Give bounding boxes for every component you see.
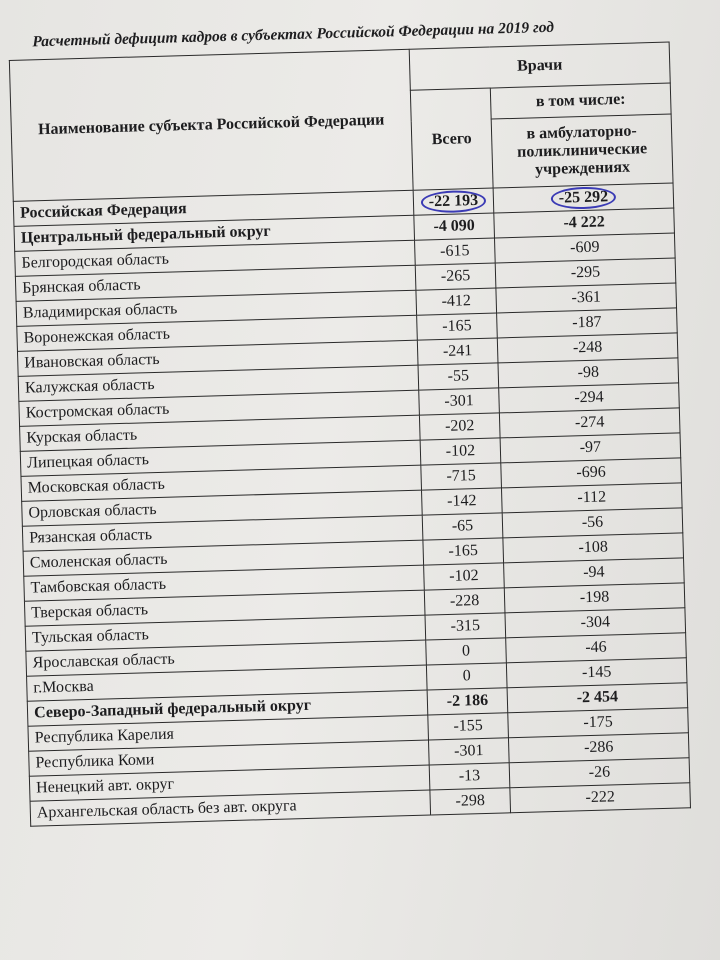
ambulatory-cell-text: -274 xyxy=(574,413,605,432)
document-title: Расчетный дефицит кадров в субъектах Российской Федерации на 2019 год xyxy=(32,18,555,51)
ambulatory-cell-text: -222 xyxy=(585,788,616,807)
total-cell-text: -298 xyxy=(455,791,486,810)
ambulatory-cell-text: -295 xyxy=(570,263,601,282)
total-cell xyxy=(423,538,504,565)
subject-name-cell-text: Владимирская область xyxy=(22,300,178,322)
subject-name-cell-text: Тульская область xyxy=(31,626,150,647)
total-cell-text: -412 xyxy=(441,292,472,310)
ambulatory-cell-text: -187 xyxy=(572,313,602,332)
total-cell xyxy=(415,263,496,290)
total-cell xyxy=(429,763,510,790)
subject-name-cell-text: Российская Федерация xyxy=(19,200,187,222)
total-cell-text: -102 xyxy=(449,567,479,585)
ambulatory-cell xyxy=(510,783,691,813)
total-cell xyxy=(415,238,496,265)
total-cell xyxy=(419,388,500,415)
subject-name-cell-text: Республика Карелия xyxy=(34,725,175,747)
subject-name-cell-text: Ненецкий авт. округ xyxy=(35,775,175,797)
subject-name-cell-text: г.Москва xyxy=(33,677,94,697)
total-cell-text: -202 xyxy=(444,417,475,435)
total-cell xyxy=(428,738,509,765)
ambulatory-cell-text: -46 xyxy=(585,638,607,657)
ambulatory-cell-text: -145 xyxy=(581,663,612,682)
ambulatory-cell-text: -248 xyxy=(572,338,603,357)
ambulatory-cell-text: -198 xyxy=(579,588,610,607)
subject-name-cell-text: Ивановская область xyxy=(24,350,160,372)
ambulatory-cell-text: -26 xyxy=(588,763,611,782)
subject-name-cell-text: Московская область xyxy=(27,475,166,497)
total-cell xyxy=(419,413,500,440)
subject-name-cell-text: Курская область xyxy=(26,426,138,447)
document-page xyxy=(8,11,702,826)
total-cell-text: -301 xyxy=(453,742,484,760)
total-cell xyxy=(416,288,497,315)
total-cell-text: -228 xyxy=(449,592,480,610)
total-cell-text: -22 193 xyxy=(420,190,486,214)
header-including: в том числе: xyxy=(490,83,671,119)
subject-name-cell-text: Орловская область xyxy=(28,501,157,522)
total-cell-text: -142 xyxy=(446,492,477,510)
subject-name-cell-text: Брянская область xyxy=(21,276,141,297)
total-cell-text: -265 xyxy=(440,267,471,286)
subject-name-cell-text: Смоленская область xyxy=(29,550,168,572)
total-cell xyxy=(421,463,502,490)
total-cell xyxy=(413,188,494,215)
total-cell xyxy=(414,213,495,240)
ambulatory-cell-text: -94 xyxy=(582,563,605,582)
total-cell-text: -165 xyxy=(442,317,472,335)
deficit-table xyxy=(9,42,691,827)
total-cell-text: -2 186 xyxy=(446,691,489,711)
ambulatory-cell-text: -294 xyxy=(574,388,604,407)
total-cell-text: -301 xyxy=(444,392,474,410)
total-cell xyxy=(417,313,498,340)
ambulatory-cell-text: -25 292 xyxy=(550,186,616,210)
ambulatory-cell-text: -609 xyxy=(569,238,600,257)
total-cell-text: -4 090 xyxy=(433,217,476,236)
total-cell xyxy=(422,488,503,515)
ambulatory-cell-text: -304 xyxy=(580,613,611,632)
ambulatory-cell-text: -56 xyxy=(581,513,604,532)
subject-name-cell-text: Калужская область xyxy=(24,376,155,397)
total-cell xyxy=(418,363,499,390)
header-subject-name: Наименование субъекта Российской Федерации xyxy=(9,49,413,201)
subject-name-cell-text: Костромская область xyxy=(25,400,170,422)
total-cell-text: -55 xyxy=(447,367,470,385)
ambulatory-cell-text: -97 xyxy=(579,438,602,457)
header-doctors: Врачи xyxy=(409,42,670,90)
total-cell-text: -102 xyxy=(445,442,476,460)
total-cell xyxy=(424,563,505,590)
ambulatory-cell-text: -108 xyxy=(578,538,609,557)
total-cell-text: -315 xyxy=(450,617,481,635)
total-cell xyxy=(417,338,498,365)
total-cell-text: 0 xyxy=(462,667,471,685)
total-cell-text: -13 xyxy=(458,767,481,785)
ambulatory-cell-text: -286 xyxy=(583,738,614,757)
total-cell xyxy=(426,638,507,665)
subject-name-cell-text: Ярославская область xyxy=(32,650,175,672)
ambulatory-cell-text: -98 xyxy=(577,363,600,382)
subject-name-cell-text: Тверская область xyxy=(31,601,149,622)
subject-name-cell-text: Тамбовская область xyxy=(30,575,167,597)
total-cell-text: -615 xyxy=(439,242,470,261)
subject-name-cell-text: Центральный федеральный округ xyxy=(20,222,271,247)
subject-name-cell-text: Белгородская область xyxy=(21,250,170,272)
ambulatory-cell-text: -2 454 xyxy=(576,688,619,707)
ambulatory-cell-text: -112 xyxy=(577,488,607,507)
total-cell xyxy=(424,588,505,615)
subject-name-cell-text: Архангельская область без авт. округа xyxy=(36,797,297,822)
total-cell xyxy=(422,513,503,540)
total-cell xyxy=(425,613,506,640)
total-cell xyxy=(428,713,509,740)
total-cell-text: -165 xyxy=(448,542,479,560)
header-ambulatory: в амбулаторно-поликлинические учреждениях xyxy=(491,114,673,188)
total-cell-text: -241 xyxy=(442,342,473,360)
subject-name-cell-text: Липецкая область xyxy=(26,451,150,472)
subject-name-cell-text: Северо-Западный федеральный округ xyxy=(33,696,312,722)
subject-name-cell-text: Воронежская область xyxy=(23,325,171,347)
ambulatory-cell-text: -696 xyxy=(576,463,606,482)
total-cell xyxy=(420,438,501,465)
subject-name-cell-text: Республика Коми xyxy=(35,751,155,772)
total-cell-text: -715 xyxy=(446,467,477,485)
header-total: Всего xyxy=(410,88,493,190)
total-cell xyxy=(430,788,511,815)
ambulatory-cell-text: -4 222 xyxy=(563,213,606,232)
total-cell xyxy=(426,663,507,690)
total-cell-text: -155 xyxy=(453,717,483,735)
table-body xyxy=(13,183,690,826)
ambulatory-cell-text: -175 xyxy=(583,713,613,732)
total-cell-text: 0 xyxy=(461,642,471,660)
subject-name-cell-text: Рязанская область xyxy=(28,526,153,547)
ambulatory-cell-text: -361 xyxy=(571,288,602,307)
total-cell-text: -65 xyxy=(451,517,474,535)
total-cell xyxy=(427,688,508,715)
